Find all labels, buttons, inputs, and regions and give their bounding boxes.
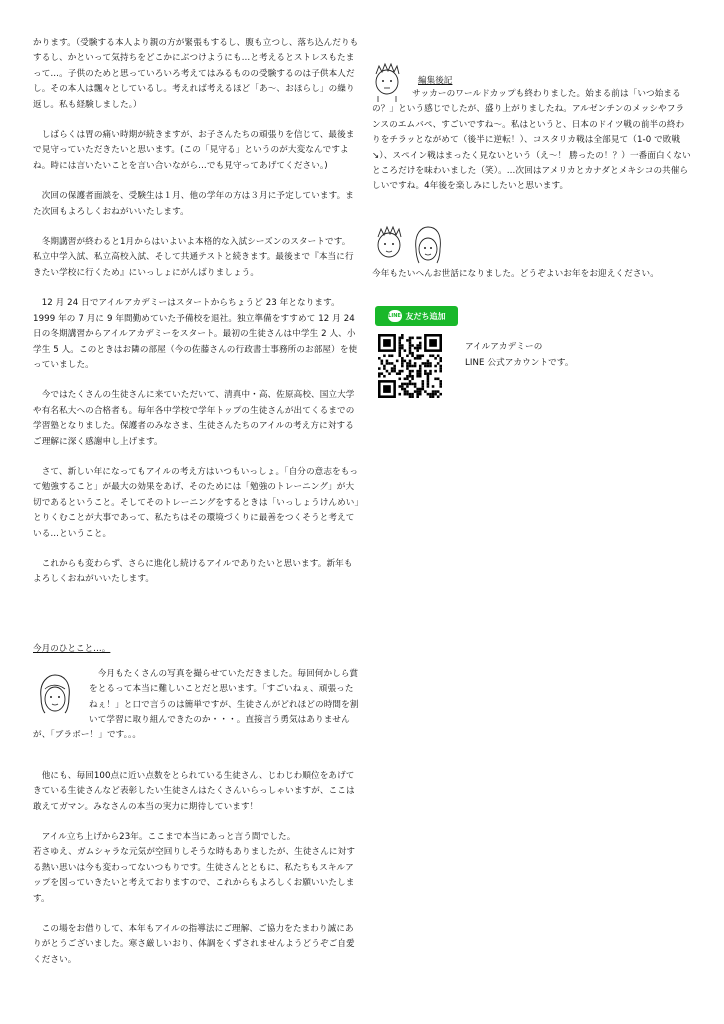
paragraph-thanks: 今ではたくさんの生徒さんに来ていただいて、清真中・高、佐原高校、国立大学や有名私大への合格者も。毎年各中学校で学年トップの生徒さんが出てくるまでの学習塾となりました。保護者のみなさま、生徒さんたちのアイルの考え方に対するご理解に深く感謝申し上げます。 xyxy=(33,390,355,447)
line-caption: アイルアカデミーの LINE 公式アカウントです。 xyxy=(465,342,574,368)
boy-face-icon xyxy=(372,223,406,267)
line-account-section xyxy=(372,306,692,401)
paragraph-parent-meeting: 次回の保護者面談を、受験生は１月、他の学年の方は３月に予定しています。また次回もよろしくおねがいいたします。 xyxy=(33,191,354,217)
paragraph-anniversary: 12 月 24 日でアイルアカデミーはスタートからちょうど 23 年となります。1999 年の 7 月に 9 年間勤めていた予備校を退社。独立準備をすすめて 12 月 24 日の冬期講習からアイルアカデミーをスタート。最初の生徒さんは中学生 2 人、小学生 5 人。このときはお隣の部屋（今の佐藤さんの行政書士事務所のお部屋）を使っていました。 xyxy=(33,298,358,370)
paragraph-new-year: これからも変わらず、さらに進化し続けるアイルでありたいと思います。新年もよろしくおねがいいたします。 xyxy=(33,558,353,585)
year-end-greeting: 今年もたいへんお世話になりました。どうぞよいお年をお迎えください。 xyxy=(372,268,659,279)
section-heading-monthly-word: 今月のひとこと…。 xyxy=(33,643,111,654)
line-add-friend-label: 友だち追加 xyxy=(405,311,446,321)
right-column xyxy=(372,68,692,401)
editor-note-title: 編集後記 xyxy=(418,76,453,86)
girl-face-icon xyxy=(33,671,77,719)
paragraph-exam-season: 冬期講習が終わると1月からはいよいよ本格的な入試シーズンのスタートです。私立中学入試、私立高校入試、そして共通テストと続きます。最後まで『本当に行きたい学校に行くため』にいっしょにがんばりましょう。 xyxy=(33,237,354,278)
line-add-friend-button[interactable] xyxy=(375,306,458,326)
editor-note xyxy=(372,68,692,87)
paragraph-closing: この場をお借りして、本年もアイルの指導法にご理解、ご協力をたまわり誠にありがとうございました。寒さ厳しいおり、体調をくずされませんようどうぞご自愛ください。 xyxy=(33,924,355,965)
paragraph-exam-stress: かります。（受験する本人より親の方が緊張もするし、腹も立つし、落ち込んだりもするし、かといって気持ちをどこかにぶつけようにも…と考えるとストレスもたまって…。子供のためと思っていろいろ考えてはみるものの受験するのは子供本人だし。その本人は飄々としているし。考えれば考えるほど「あ〜、おほらし」の繰り返し。私も経験しました。） xyxy=(33,38,359,110)
boy-face-icon xyxy=(370,60,404,104)
girl-face-icon xyxy=(410,223,446,267)
paragraph-philosophy: さて、新しい年になってもアイルの考え方はいつもいっしょ。「自分の意志をもって勉強すること」が最大の効果をあげ、そのためには「勉強のトレーニング」が大切であるということ。そしてそのトレーニングをするときは「いっしょうけんめい」とりくむことが大事であって、私たちはその環境づくりに最善をつくそうと考えている…ということ。 xyxy=(33,466,359,539)
paragraph-23-years: アイル立ち上げから23年。ここまで本当にあっと言う間でした。 若さゆえ、ガムシャラな元気が空回りしそうな時もありましたが、生徒さんに対する熱い思いは今も変わってないつもりです。生徒さんとともに、私たちもスキルアップを図っていきたいと考えておりますので、これからもよろしくお願いいたします。 xyxy=(33,832,356,904)
paragraph-photos: 今月もたくさんの写真を撮らせていただきました。毎回何かしら賞をとるって本当に難しいことだと思います。「すごいねぇ、頑張ったねぇ！」と口で言うのは簡単ですが、生徒さんがどれほどの時間を割いて学習に取り組んできたのか・・・。直接言う勇気はありませんが、「ブラボー！」です。。。 xyxy=(33,668,359,741)
editor-note-body: サッカーのワールドカップも終わりました。始まる前は「いつ始まるの？」という感じでしたが、盛り上がりましたね。アルゼンチンのメッシやフランスのエムバペ、すごいですね〜。私はというと、日本のドイツ戦の前半の終わりをチラッとながめて（後半に逆転！）、コスタリカ戦は全部見て（1-0 で敗戦↘）、スペイン戦はまったく見ないという（え〜！ 勝ったの！？）一番面白くないところだけを味わいました（笑）。…次回はアメリカとカナダとメキシコの共催らしいですね。4年後を楽しみにしたいと思います。 xyxy=(372,89,691,192)
left-column xyxy=(33,36,359,968)
staff-illustration xyxy=(372,223,692,267)
paragraph-other-students: 他にも、毎回100点に近い点数をとられている生徒さん、じわじわ順位をあげてきている生徒さんなど表彰したい生徒さんはたくさんいらっしゃいますが、ここは敢えてガマン。みなさんの本当の実力に期待しています！ xyxy=(33,770,355,812)
qr-code-icon[interactable] xyxy=(378,334,442,398)
monthly-word-block xyxy=(33,667,359,744)
paragraph-watch-over: しばらくは胃の痛い時期が続きますが、お子さんたちの頑張りを信じて、最後まで見守っていただきたいと思います。(この「見守る」というのが大変なんですよね。時には言いたいことを言い合いながら…でも見守ってあげてください。) xyxy=(33,130,355,171)
line-logo-icon: LINE xyxy=(388,310,402,322)
